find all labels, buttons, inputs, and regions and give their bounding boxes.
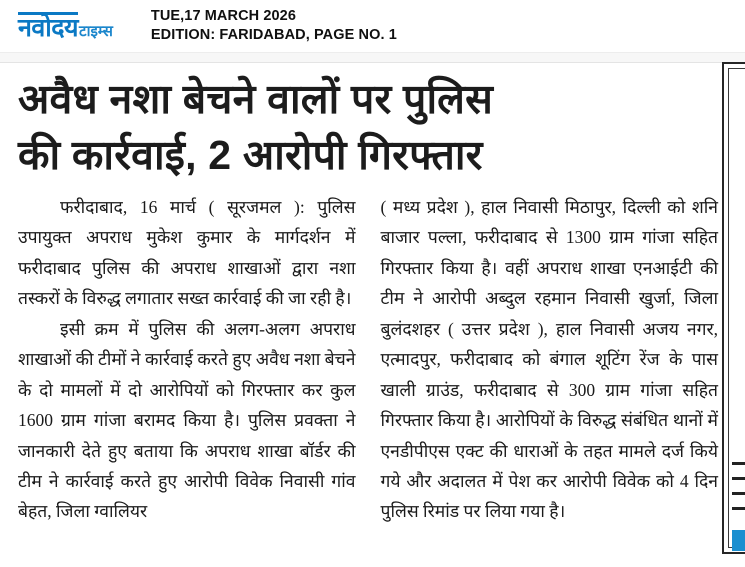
article-column-right <box>381 192 719 562</box>
paragraph-3: ( मध्य प्रदेश ), हाल निवासी मिठापुर, दिल्ली को शनि बाजार पल्ला, फरीदाबाद से 1300 ग्राम गांजा सहित गिरफ्तार किया है। वहीं अपराध शाखा एनआईटी की टीम ने आरोपी अब्दुल रहमान निवासी खुर्जा, जिला बुलंदशहर ( उत्तर प्रदेश ), हाल निवासी अजय नगर, एत्मादपुर, फरीदाबाद को बंगाल शूटिंग रेंज के पास खाली ग्राउंड, फरीदाबाद से 300 ग्राम गांजा सहित गिरफ्तार किया है। आरोपियों के विरुद्ध संबंधित थानों में एनडीपीएस एक्ट की धाराओं के तहत मामले दर्ज किये गये और अदालत में पेश कर आरोपी विवेक को 4 दिन पुलिस रिमांड पर लिया गया है। <box>380 197 718 522</box>
edition-page-info: EDITION: FARIDABAD, PAGE NO. 1 <box>150 27 397 43</box>
text-line <box>732 477 745 480</box>
article-body <box>18 192 718 562</box>
text-line <box>732 507 745 510</box>
paragraph-2: इसी क्रम में पुलिस की अलग-अलग अपराध शाखाओं की टीमों ने कार्रवाई करते हुए अवैध नशा बेचने के दो मामलों में दो आरोपियों को गिरफ्तार कर कुल 1600 ग्राम गांजा बरामद किया है। पुलिस प्रवक्ता ने जानकारी देते हुए बताया कि अपराध शाखा बॉर्डर की टीम ने कार्रवाई करते हुए आरोपी विवेक निवासी गांव बेहत, जिला ग्वालियर <box>18 318 356 522</box>
header-meta <box>151 7 397 44</box>
adjacent-article-accent-block <box>732 530 745 551</box>
article-headline <box>18 72 708 184</box>
paragraph-1: फरीदाबाद, 16 मार्च ( सूरजमल ): पुलिस उपायुक्त अपराध मुकेश कुमार के मार्गदर्शन में फरीदाबाद पुलिस की अपराध शाखाओं द्वारा नशा तस्करों के विरुद्ध लगातार सख्त कार्रवाई की जा रही है। <box>18 197 356 309</box>
headline-line-1: अवैध नशा बेचने वालों पर पुलिस <box>18 76 494 122</box>
masthead-divider <box>0 52 745 63</box>
publication-date: TUE,17 MARCH 2026 <box>150 8 296 25</box>
logo-sub-text: टाइम्स <box>79 22 113 40</box>
newspaper-logo <box>18 12 113 41</box>
article-column-left <box>18 192 356 562</box>
headline-line-2: की कार्रवाई, 2 आरोपी गिरफ्तार <box>18 131 483 178</box>
text-line <box>732 492 745 495</box>
logo-main-text: नवोदय <box>18 13 79 42</box>
masthead <box>0 0 745 52</box>
adjacent-article-box <box>722 62 745 554</box>
text-line <box>732 462 745 465</box>
adjacent-article-text-lines <box>732 462 745 522</box>
